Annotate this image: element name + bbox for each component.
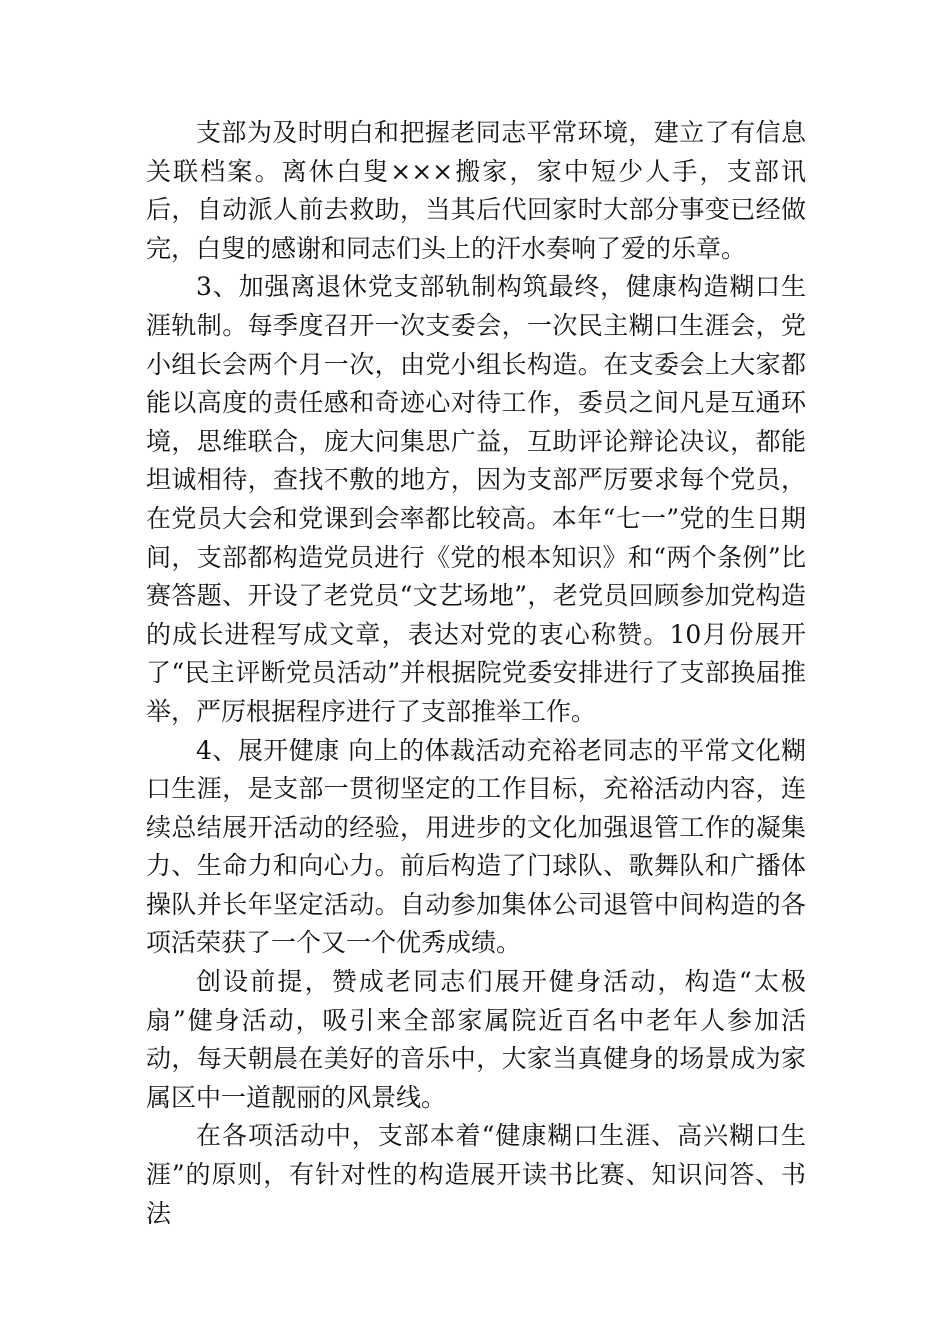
paragraph-fitness: 创设前提，赞成老同志们展开健身活动，构造“太极扇”健身活动，吸引来全部家属院近百名中老年人参加活动，每天朝晨在美好的音乐中，大家当真健身的场景成为家属区中一道靓丽的风景线。 — [146, 967, 806, 1112]
paragraph-archive: 支部为及时明白和把握老同志平常环境，建立了有信息关联档案。离休白叟×××搬家，家中短少人手，支部讯后，自动派人前去救助，当其后代回家时大部分事变已经做完，白叟的感谢和同志们头上的汗水奏响了爱的乐章。 — [146, 118, 806, 263]
document-body — [146, 114, 806, 1233]
paragraph-activities-principle: 在各项活动中，支部本着“健康糊口生涯、高兴糊口生涯”的原则，有针对性的构造展开读书比赛、知识问答、书法 — [146, 1121, 806, 1228]
paragraph-branch-system: 3、加强离退休党支部轨制构筑最终，健康构造糊口生涯轨制。每季度召开一次支委会，一次民主糊口生涯会，党小组长会两个月一次，由党小组长构造。在支委会上大家都能以高度的责任感和奇迹心对待工作，委员之间凡是互通环境，思维联合，庞大问集思广益，互助评论辩论决议，都能坦诚相待，查找不敷的地方，因为支部严厉要求每个党员，在党员大会和党课到会率都比较高。本年“七一”党的生日期间，支部都构造党员进行《党的根本知识》和“两个条例”比赛答题、开设了老党员“文艺场地”，老党员回顾参加党构造的成长进程写成文章，表达对党的衷心称赞。10月份展开了“民主评断党员活动”并根据院党委安排进行了支部换届推举，严厉根据程序进行了支部推举工作。 — [146, 272, 806, 726]
paragraph-cultural-activities: 4、展开健康 向上的体裁活动充裕老同志的平常文化糊口生涯，是支部一贯彻坚定的工作目标，充裕活动内容，连续总结展开活动的经验，用进步的文化加强退管工作的凝集力、生命力和向心力。前后构造了门球队、歌舞队和广播体操队并长年坚定活动。自动参加集体公司退管中间构造的各项活荣获了一个又一个优秀成绩。 — [146, 735, 806, 958]
